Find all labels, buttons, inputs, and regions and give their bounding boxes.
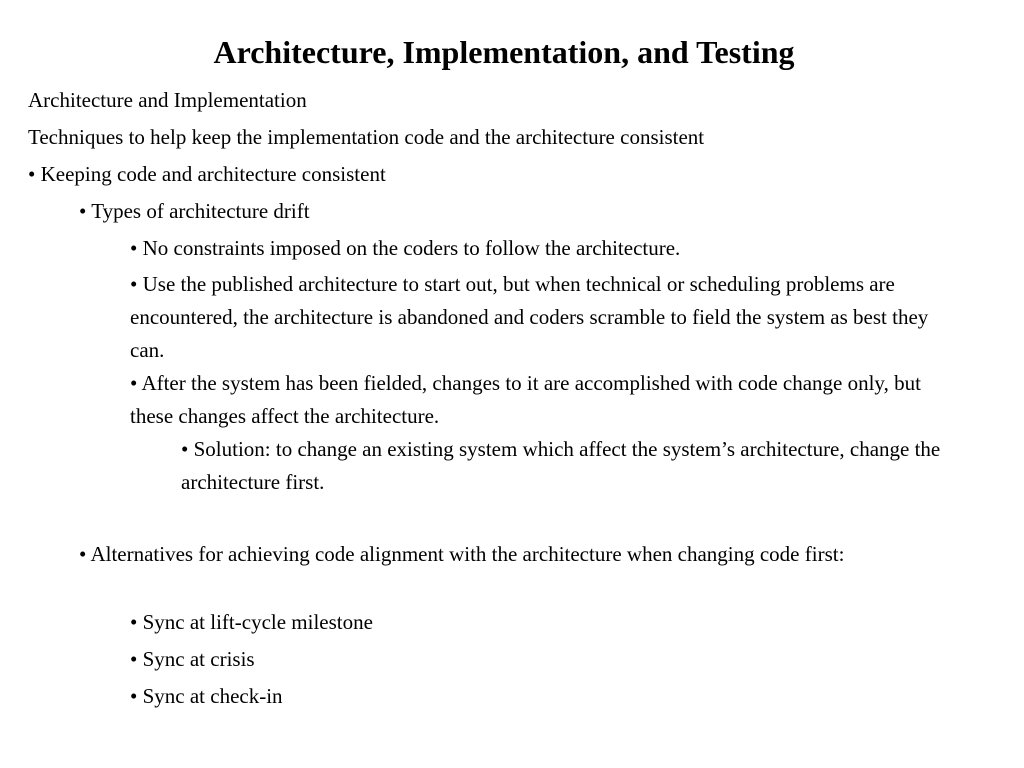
intro-text: Techniques to help keep the implementation code and the architecture consistent xyxy=(28,125,705,149)
bullet-keeping-consistent: • Keeping code and architecture consistent xyxy=(28,162,386,186)
bullet-after-fielded: • After the system has been fielded, changes to it are accomplished with code change only, but these changes affect the architecture. xyxy=(130,371,921,428)
bullet-no-constraints: • No constraints imposed on the coders to follow the architecture. xyxy=(130,236,681,260)
bullet-alternatives: • Alternatives for achieving code alignment with the architecture when changing code first: xyxy=(79,542,845,566)
bullet-sync-crisis: • Sync at crisis xyxy=(130,647,255,671)
bullet-sync-milestone: • Sync at lift-cycle milestone xyxy=(130,610,373,634)
slide-title: Architecture, Implementation, and Testing xyxy=(213,34,795,70)
bullet-drift-types: • Types of architecture drift xyxy=(79,199,310,223)
bullet-published-architecture: • Use the published architecture to start out, but when technical or scheduling problems are encountered, the architecture is abandoned and coders scramble to field the system as best they can. xyxy=(130,272,929,362)
section-heading: Architecture and Implementation xyxy=(28,88,307,112)
bullet-solution: • Solution: to change an existing system which affect the system’s architecture, change the architecture first. xyxy=(181,437,941,494)
bullet-sync-checkin: • Sync at check-in xyxy=(130,684,283,708)
